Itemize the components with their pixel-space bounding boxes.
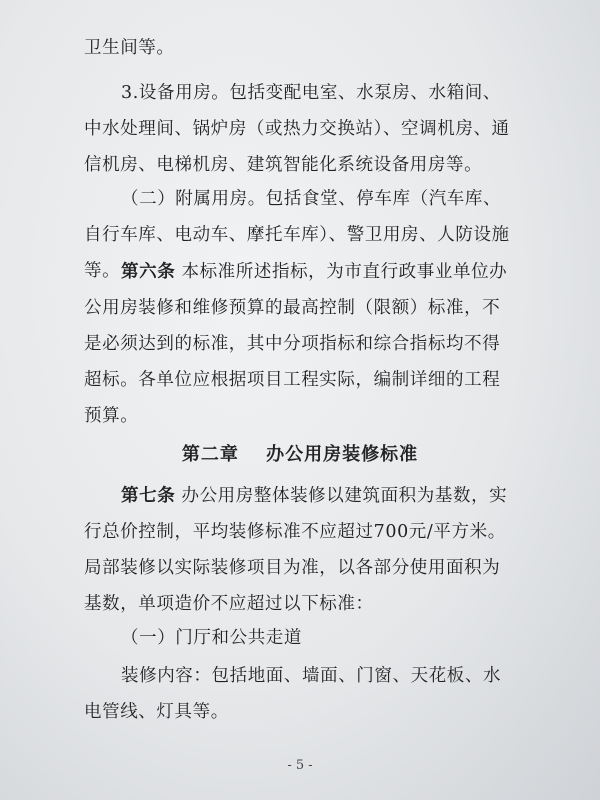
paragraph-text: （二）附属用房。包括食堂、停车库（汽车库、自行车库、电动车、摩托车库）、警卫用房、人防设施等。 (84, 189, 510, 281)
paragraph-text: 装修内容：包括地面、墙面、门窗、天花板、水电管线、灯具等。 (84, 666, 502, 722)
paragraph-text: 3.设备用房。包括变配电室、水泵房、水箱间、中水处理间、锅炉房（或热力交换站）、空调机房、通信机房、电梯机房、建筑智能化系统设备用房等。 (84, 83, 510, 175)
paragraph-section-content (84, 658, 514, 730)
paragraph-continuation (84, 30, 514, 66)
paragraph-text: 办公用房整体装修以建筑面积为基数，实行总价控制，平均装修标准不应超过700元/平方米。局部装修以实际装修项目为准，以各部分使用面积为基数，单项造价不应超过以下标准： (84, 486, 508, 614)
article-label: 第七条 (121, 486, 176, 506)
section-heading (84, 620, 514, 656)
page-number: - 5 - (287, 758, 313, 773)
paragraph-equipment-rooms (84, 75, 514, 183)
article-label: 第六条 (121, 262, 176, 282)
paragraph-article-6 (84, 254, 514, 434)
paragraph-text: 卫生间等。 (84, 38, 175, 58)
chapter-heading (0, 440, 600, 466)
paragraph-article-7 (84, 478, 514, 622)
paragraph-text: 本标准所述指标，为市直行政事业单位办公用房装修和维修预算的最高控制（限额）标准，不是必须达到的标准，其中分项指标和综合指标均不得超标。各单位应根据项目工程实际，编制详细的工程预算。 (84, 262, 508, 426)
chapter-title: 办公用房装修标准 (266, 444, 419, 465)
chapter-number: 第二章 (181, 444, 239, 465)
section-heading-text: （一）门厅和公共走道 (121, 628, 302, 648)
